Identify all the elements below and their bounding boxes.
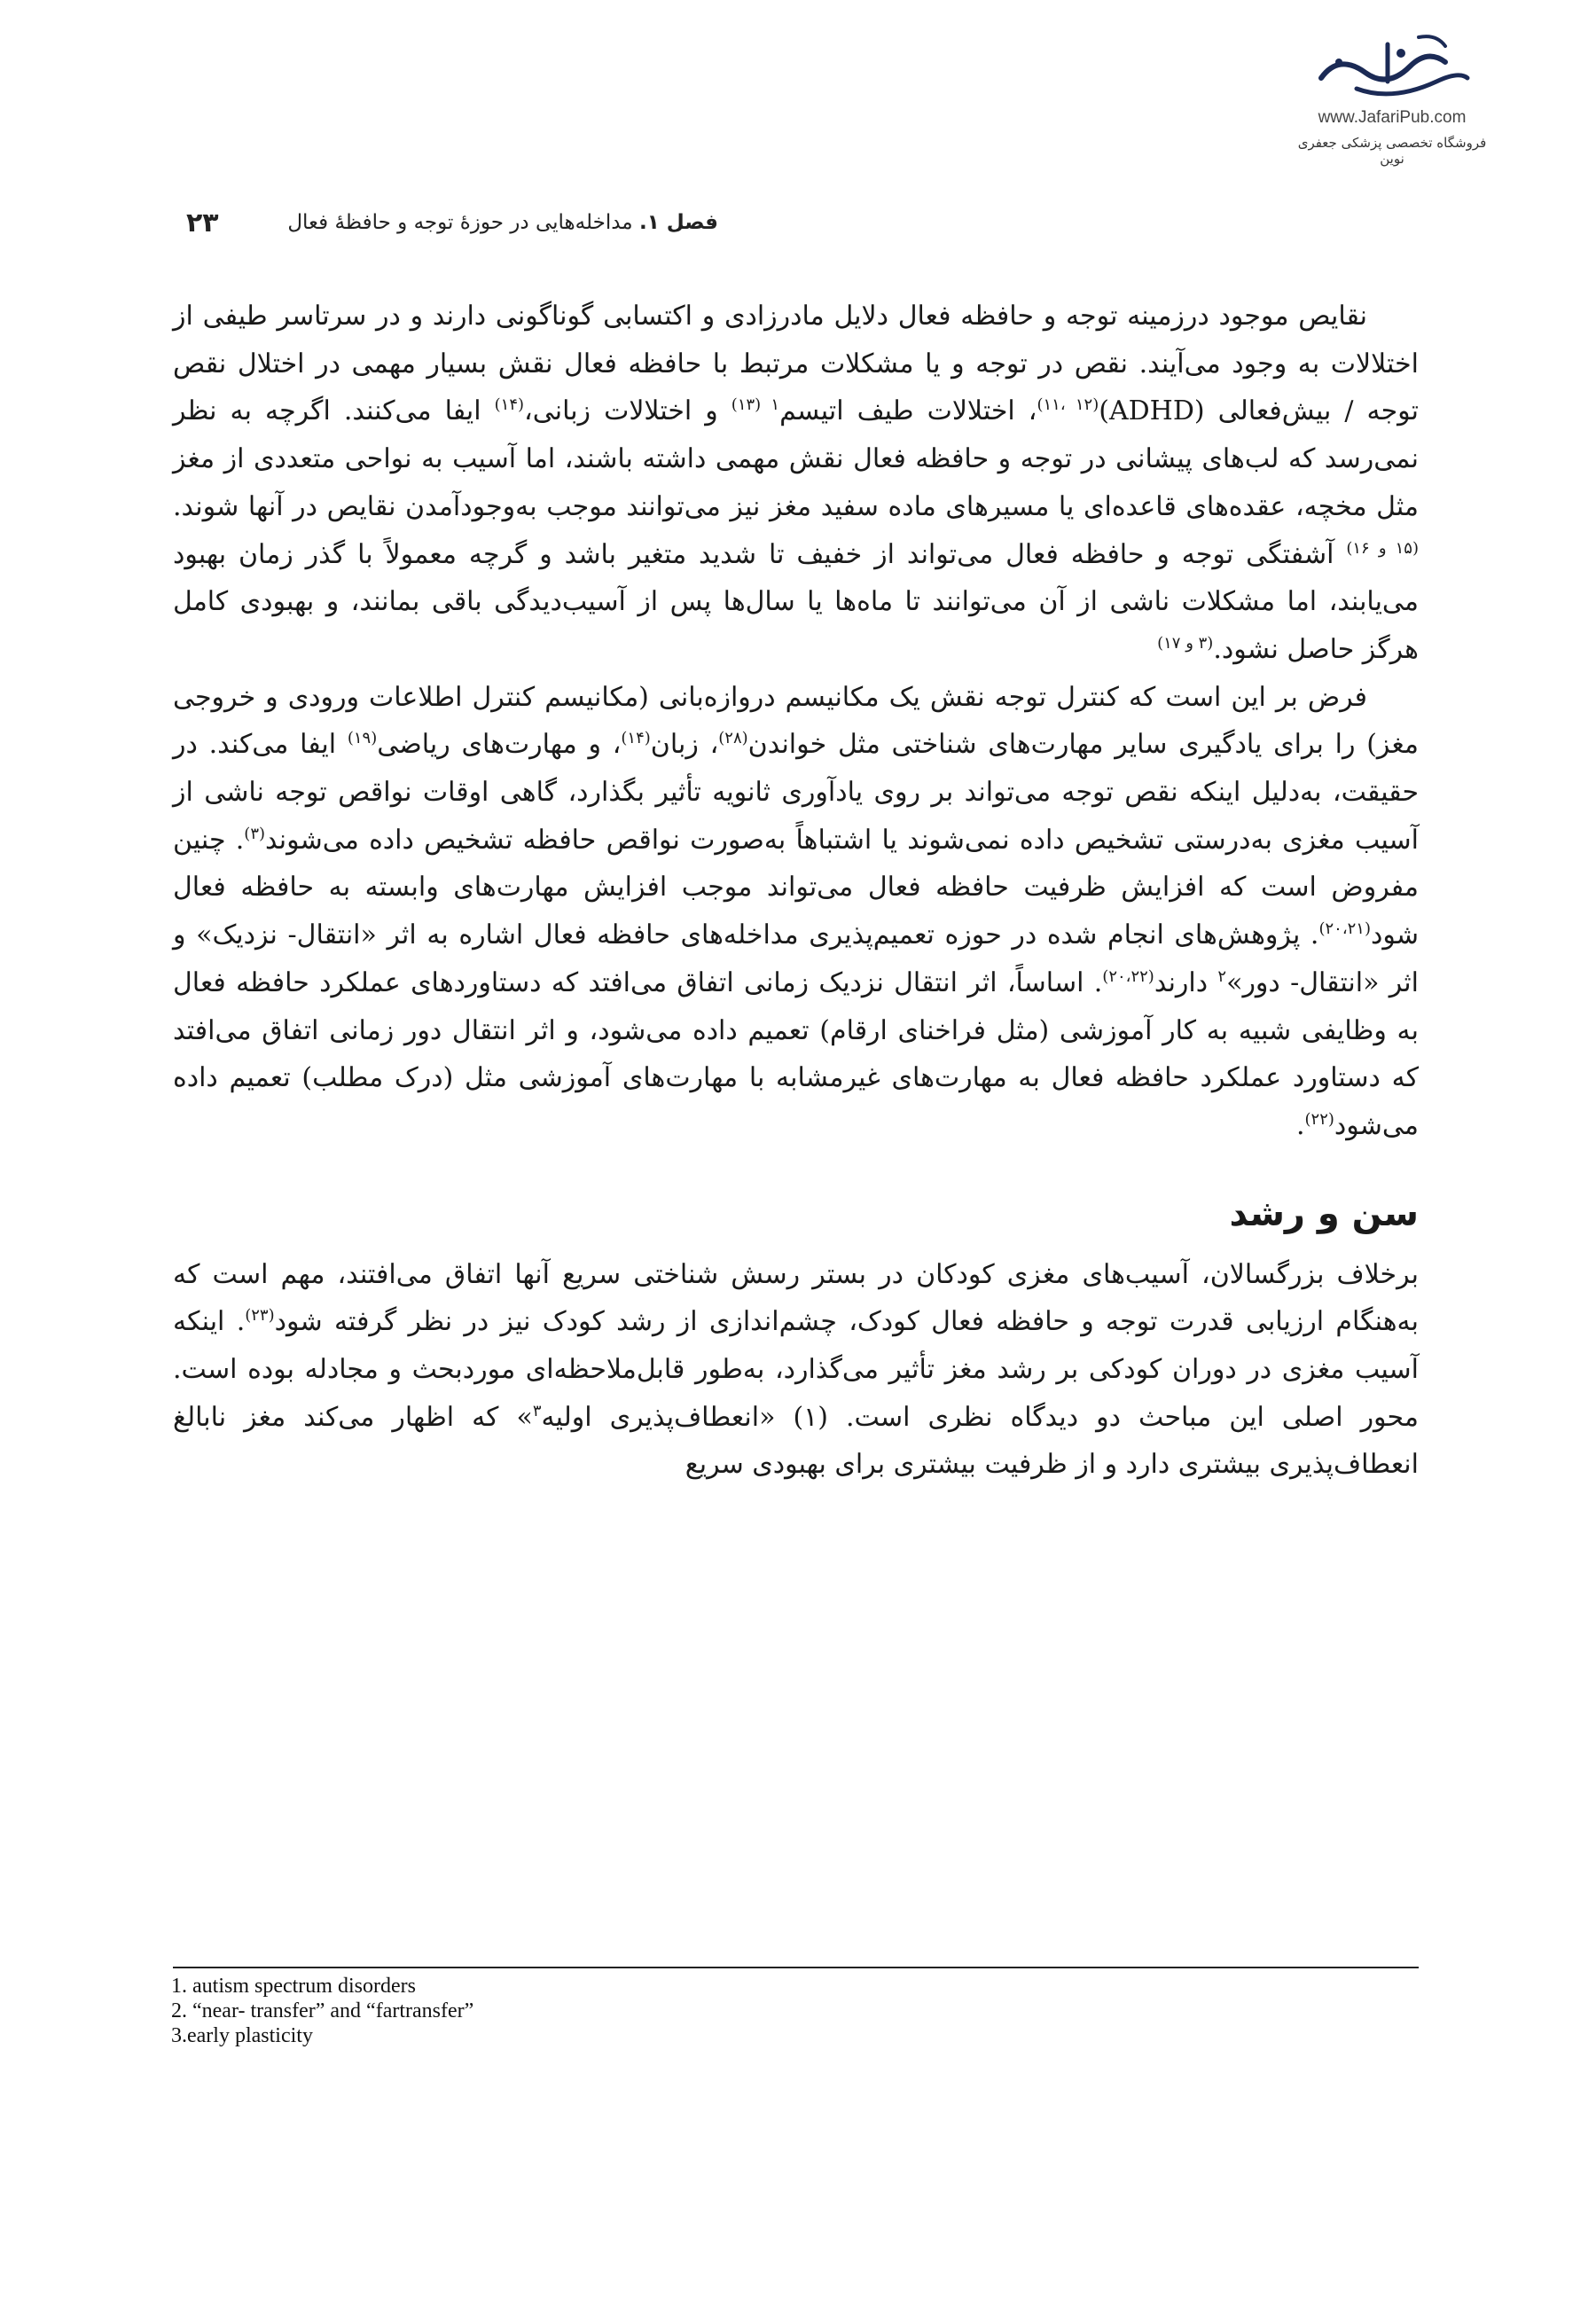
text-segment: » که اظهار می‌کند مغز نابالغ انعطاف‌پذیری بیشتری دارد و از ظرفیت بیشتری برای بهبودی سریع — [173, 1401, 1419, 1481]
text-segment: ایفا می‌کند. در حقیقت، به‌دلیل اینکه نقص توجه می‌تواند بر روی یادآوری ثانویه تأثیر بگذارد، گاهی اوقات نواقص توجه ناشی از آسیب مغزی به‌درستی تشخیص داده نمی‌شوند یا اشتباهاً به‌صورت نواقص حافظه تشخیص داده می‌شوند — [173, 729, 1419, 856]
citation: (۲۰،۲۲) — [1102, 966, 1154, 986]
chapter-title: مداخله‌هایی در حوزهٔ توجه و حافظهٔ فعال — [287, 211, 633, 234]
running-header — [186, 207, 718, 246]
citation: (۱۴) — [494, 395, 525, 415]
text-segment: دارند — [1154, 966, 1218, 998]
citation: (۳) — [244, 824, 266, 843]
text-segment: ، زبان — [650, 729, 719, 761]
text-segment: و اختلالات زبانی، — [524, 395, 732, 427]
footnote-ref: ۱ (۱۳) — [731, 395, 780, 415]
citation: (۱۵ و ۱۶) — [1346, 538, 1419, 558]
citation: (۲۸) — [718, 729, 748, 748]
chapter-label: فصل ۱. — [638, 211, 718, 234]
page-number: ۲۳ — [186, 207, 219, 239]
text-segment: . اساساً، اثر انتقال نزدیک زمانی اتفاق می‌افتد که دستاوردهای عملکرد حافظه فعال به وظایفی شبیه به کار آموزشی (مثل فراخنای ارقام) تعمیم داده می‌شود، و اثر انتقال دور زمانی اتفاق می‌افتد که دستاورد عملکرد حافظه فعال به مهارت‌های غیرمشابه با مهارت‌های آموزشی مثل (درک مطلب) تعمیم داده می‌شود — [173, 966, 1419, 1141]
text-segment: فرض بر این است که کنترل توجه نقش یک مکانیسم دروازه‌بانی (مکانیسم کنترل اطلاعات ورودی و خروجی مغز) را برای یادگیری سایر مهارت‌های شناختی مثل خواندن — [173, 681, 1420, 761]
text-segment: . — [1295, 1109, 1305, 1141]
text-segment: . پژوهش‌های انجام شده در حوزه تعمیم‌پذیری مداخله‌های حافظه فعال اشاره به اثر «انتقال- نزدیک» و اثر «انتقال- دور» — [173, 919, 1419, 998]
body-text — [173, 293, 1419, 1489]
text-segment: برخلاف بزرگسالان، آسیب‌های مغزی کودکان در بستر رسش شناختی سریع آنها اتفاق می‌افتند، مهم است که به‌هنگام ارزیابی قدرت توجه و حافظه فعال کودک، چشم‌اندازی از رشد کودک نیز در نظر گرفته شود — [173, 1258, 1419, 1338]
footnote-ref: ۲ — [1217, 966, 1227, 986]
text-segment: نقایص موجود درزمینه توجه و حافظه فعال دلایل مادرزادی و اکتسابی گوناگونی دارند و در سرتاسر طیفی از اختلالات به وجود می‌آیند. نقص در توجه و یا مشکلات مرتبط با حافظه فعال نقش بسیار مهمی در اختلال نقص توجه / بیش‌فعالی (ADHD) — [173, 301, 1420, 427]
footnotes — [171, 1974, 969, 2048]
footnote-2: 2. “near- transfer” and “fartransfer” — [171, 1999, 474, 2022]
citation: (۱۴) — [621, 729, 651, 748]
text-segment: ، و مهارت‌های ریاضی — [377, 729, 622, 761]
chapter-heading — [287, 211, 718, 234]
citation: (۲۲) — [1304, 1109, 1334, 1129]
citation: (۱۱، ۱۲) — [1037, 395, 1099, 415]
citation: (۲۰،۲۱) — [1318, 919, 1371, 939]
text-segment: آشفتگی توجه و حافظه فعال می‌تواند از خفیف تا شدید متغیر باشد و گرچه معمولاً با گذر زمان بهبود می‌یابند، اما مشکلات ناشی از آن می‌توانند تا ماه‌ها یا سال‌ها پس از آسیب‌دیدگی باقی بمانند، و بهبودی کامل هرگز حاصل نشود. — [173, 538, 1419, 665]
footnote-divider — [173, 1967, 1419, 1968]
paragraph-2 — [173, 674, 1419, 1150]
paragraph-1 — [173, 293, 1419, 674]
publisher-logo-mark — [1303, 27, 1481, 106]
text-segment: . اینکه آسیب مغزی در دوران کودکی بر رشد مغز تأثیر می‌گذارد، به‌طور قابل‌ملاحظه‌ای موردبحث و مجادله بوده است. محور اصلی این مباحث دو دیدگاه نظری است. (۱) «انعطاف‌پذیری اولیه — [173, 1306, 1419, 1433]
citation: (۱۹) — [347, 729, 378, 748]
logo-url: www.JafariPub.com — [1318, 108, 1467, 127]
text-segment: ، اختلالات طیف اتیسم — [779, 395, 1037, 427]
text-segment: ایفا می‌کنند. اگرچه به نظر نمی‌رسد که لب‌های پیشانی در توجه و حافظه فعال نقش مهمی داشته باشند، اما آسیب به نواحی متعددی از مغز مثل مخچه، عقده‌های قاعده‌ای یا مسیرهای ماده سفید مغز نیز می‌توانند موجب به‌وجودآمدن نقایص در آنها شوند. — [173, 395, 1419, 522]
section-heading: سن و رشد — [1229, 1193, 1419, 1234]
citation: (۳ و ۱۷) — [1157, 633, 1214, 653]
text-segment: . چنین مفروض است که افزایش ظرفیت حافظه فعال می‌تواند موجب افزایش مهارت‌های وابسته به حافظه فعال شود — [173, 824, 1419, 951]
footnote-1: 1. autism spectrum disorders — [171, 1975, 416, 1998]
citation: (۲۳) — [245, 1306, 275, 1326]
publisher-logo — [1290, 27, 1494, 167]
logo-tagline: فروشگاه تخصصی پزشکی جعفری نوین — [1297, 135, 1487, 167]
footnote-ref: ۳ — [532, 1401, 542, 1420]
paragraph-3 — [173, 1251, 1419, 1490]
footnote-3: 3.early plasticity — [171, 2024, 313, 2047]
